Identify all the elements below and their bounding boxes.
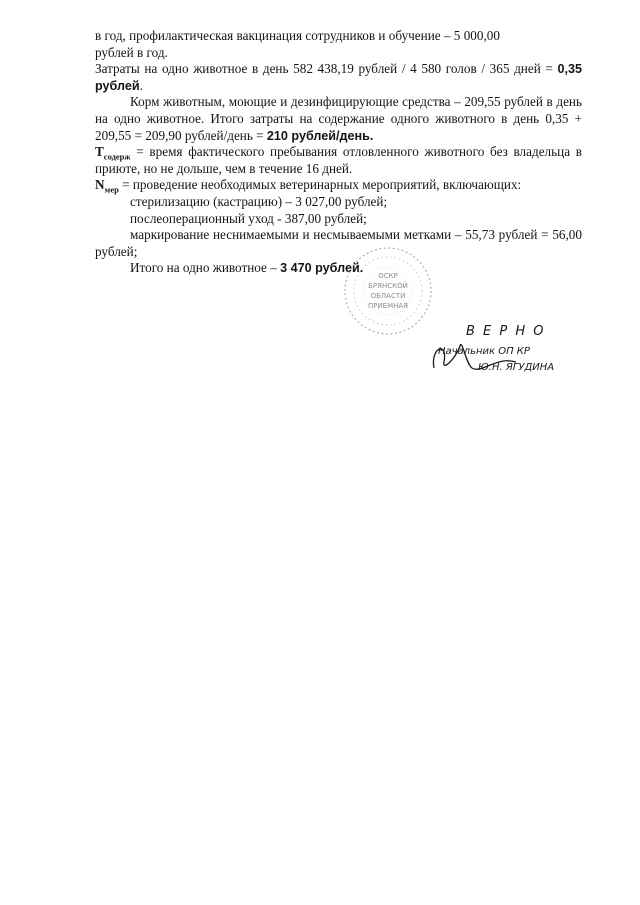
n-subscript: мер <box>104 184 119 195</box>
seal-line-3: ОБЛАСТИ <box>370 292 406 300</box>
daily-cost-text: Затраты на одно животное в день 582 438,19 рублей / 4 580 голов / 365 дней = <box>95 61 553 77</box>
paragraph-n-definition <box>95 177 582 194</box>
list-item-sterilization: стерилизацию (кастрацию) – 3 027,00 рублей; <box>130 193 388 209</box>
seal-line-1: ОСКР <box>378 272 398 280</box>
document-body <box>95 28 582 277</box>
n-definition-text: = проведение необходимых ветеринарных мероприятий, включающих: <box>118 177 522 193</box>
total-label: Итого на одно животное – <box>130 260 281 276</box>
daily-cost-period: . <box>139 77 143 93</box>
t-symbol: Т <box>95 144 104 160</box>
vaccination-line-1: в год, профилактическая вакцинация сотрудников и обучение – 5 000,00 <box>95 28 500 43</box>
handwritten-signature <box>426 318 566 378</box>
n-symbol: N <box>95 177 105 193</box>
feed-text: Корм животным, моющие и дезинфицирующие средства – 209,55 рублей в день на одно животное. Итого затраты на содержание одного животного в день 0,35 + 209,55 = 209,90 рублей/день = <box>95 94 582 143</box>
signature-name: Ю.Н. ЯГУДИНА <box>478 362 555 373</box>
feed-total: 210 рублей/день. <box>266 128 374 143</box>
t-definition-text: = время фактического пребывания отловленного животного без владельца в приюте, но не дольше, чем в течение 16 дней. <box>95 144 582 176</box>
signature-verno: В Е Р Н О <box>466 324 546 339</box>
t-subscript: содерж <box>103 151 131 162</box>
list-item-postop-care: послеоперационный уход - 387,00 рублей; <box>130 210 367 226</box>
paragraph-t-definition <box>95 144 582 177</box>
seal-line-2: БРЯНСКОЙ <box>368 282 408 290</box>
vaccination-line-2: рублей в год. <box>95 44 168 60</box>
total-value: 3 470 рублей. <box>280 261 364 276</box>
paragraph-feed <box>95 94 582 144</box>
paragraph-daily-cost <box>95 61 582 94</box>
paragraph-vaccination <box>95 28 582 61</box>
seal-line-4: ПРИЕМНАЯ <box>367 302 409 310</box>
daily-cost-result: 0,35 рублей <box>95 62 583 93</box>
signature-title: Начальник ОП КР <box>438 346 530 357</box>
list-item-marking: маркирование неснимаемыми и несмываемыми метками – 55,73 рублей = 56,00 рублей; <box>95 227 582 259</box>
